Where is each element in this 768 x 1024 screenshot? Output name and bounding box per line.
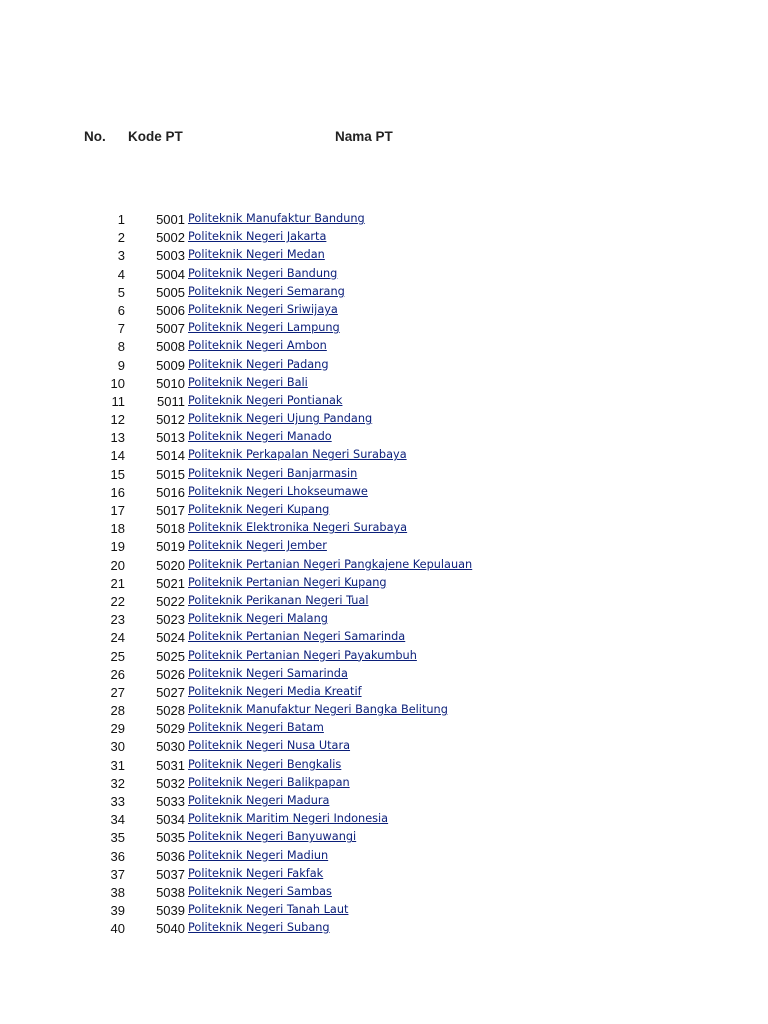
table-row [0,901,768,919]
table-row [0,574,768,592]
table-row [0,919,768,937]
nama-pt-link[interactable]: Politeknik Negeri Banyuwangi [188,830,357,844]
row-number: 12 [110,412,125,428]
row-number: 1 [117,212,125,227]
row-number: 38 [110,884,125,900]
row-number: 3 [117,248,125,264]
header-kode-pt: Kode PT [128,129,183,144]
kode-pt: 5037 [156,866,185,882]
kode-pt: 5023 [156,612,185,628]
row-number: 9 [117,357,125,373]
nama-pt-link[interactable]: Politeknik Elektronika Negeri Surabaya [188,521,408,535]
kode-pt: 5024 [156,630,185,646]
table-row [0,719,768,737]
nama-pt-link[interactable]: Politeknik Negeri Pontianak [188,393,343,407]
nama-pt-link[interactable]: Politeknik Manufaktur Negeri Bangka Belitung [188,703,448,717]
kode-pt: 5026 [156,666,185,682]
kode-pt: 5011 [157,393,185,409]
kode-pt: 5004 [156,266,185,282]
kode-pt: 5019 [156,539,185,555]
table-row [0,465,768,483]
row-number: 10 [110,375,125,391]
row-number: 2 [117,230,125,246]
table-row [0,283,768,301]
kode-pt: 5005 [156,284,185,300]
kode-pt: 5017 [156,503,185,518]
table-row [0,610,768,628]
row-number: 31 [110,757,125,773]
kode-pt: 5014 [156,448,185,464]
row-number: 15 [110,466,125,482]
nama-pt-link[interactable]: Politeknik Negeri Malang [188,612,328,626]
table-row [0,628,768,646]
table-row [0,847,768,865]
kode-pt: 5015 [156,466,185,482]
kode-pt: 5007 [156,321,185,337]
row-number: 40 [110,921,125,937]
nama-pt-link[interactable]: Politeknik Negeri Lampung [188,321,340,335]
table-row [0,301,768,319]
kode-pt: 5021 [156,575,185,591]
nama-pt-link[interactable]: Politeknik Maritim Negeri Indonesia [188,812,389,826]
table-row [0,265,768,283]
table-row [0,356,768,374]
table-row [0,865,768,883]
nama-pt-link[interactable]: Politeknik Negeri Batam [188,721,324,735]
table-row [0,537,768,555]
table-row [0,519,768,537]
header-nama-pt: Nama PT [335,129,393,144]
row-number: 25 [110,648,125,664]
nama-pt-link[interactable]: Politeknik Manufaktur Bandung [188,212,365,225]
table-row [0,792,768,810]
row-number: 30 [110,739,125,755]
nama-pt-link[interactable]: Politeknik Negeri Semarang [188,284,345,298]
nama-pt-link[interactable]: Politeknik Negeri Jember [188,539,327,553]
nama-pt-link[interactable]: Politeknik Negeri Bengkalis [188,757,342,771]
nama-pt-link[interactable]: Politeknik Negeri Madura [188,794,330,807]
kode-pt: 5040 [156,921,185,937]
table-row [0,446,768,464]
table-row [0,883,768,901]
kode-pt: 5030 [156,739,185,755]
nama-pt-link[interactable]: Politeknik Negeri Balikpapan [188,775,350,789]
table-row [0,774,768,792]
table-row [0,210,768,228]
row-number: 28 [110,703,125,719]
kode-pt: 5028 [156,703,185,719]
nama-pt-link[interactable]: Politeknik Negeri Madiun [188,848,329,862]
kode-pt: 5008 [156,339,185,355]
row-number: 11 [111,393,125,409]
nama-pt-link[interactable]: Politeknik Negeri Samarinda [188,666,348,680]
row-number: 5 [117,284,125,300]
table-row [0,828,768,846]
nama-pt-link[interactable]: Politeknik Negeri Subang [188,921,330,935]
kode-pt: 5003 [156,248,185,264]
kode-pt: 5010 [156,375,185,391]
nama-pt-link[interactable]: Politeknik Negeri Jakarta [188,230,327,244]
row-number: 27 [110,684,125,700]
row-number: 33 [110,794,125,809]
kode-pt: 5006 [156,302,185,318]
table-row [0,665,768,683]
row-number: 21 [110,575,125,591]
kode-pt: 5020 [156,557,185,573]
row-number: 32 [110,775,125,791]
row-number: 16 [110,484,125,500]
nama-pt-link[interactable]: Politeknik Perkapalan Negeri Surabaya [188,448,407,462]
kode-pt: 5029 [156,721,185,737]
header-no: No. [84,129,106,144]
row-number: 26 [110,666,125,682]
nama-pt-link[interactable]: Politeknik Pertanian Negeri Pangkajene Kepulauan [188,557,473,571]
nama-pt-link[interactable]: Politeknik Negeri Kupang [188,503,330,516]
row-number: 20 [110,557,125,573]
row-number: 34 [110,812,125,828]
nama-pt-link[interactable]: Politeknik Perikanan Negeri Tual [188,593,369,607]
nama-pt-link[interactable]: Politeknik Negeri Ambon [188,339,327,353]
kode-pt: 5034 [156,812,185,828]
row-number: 8 [117,339,125,355]
nama-pt-link[interactable]: Politeknik Negeri Nusa Utara [188,739,351,753]
nama-pt-link[interactable]: Politeknik Negeri Tanah Laut [188,903,349,917]
table-row [0,337,768,355]
row-number: 22 [110,593,125,609]
table-row [0,483,768,501]
row-number: 37 [110,866,125,882]
kode-pt: 5001 [156,212,185,227]
kode-pt: 5016 [156,484,185,500]
nama-pt-link[interactable]: Politeknik Negeri Bandung [188,266,338,280]
table-row [0,683,768,701]
nama-pt-link[interactable]: Politeknik Negeri Bali [188,375,308,389]
table-row [0,228,768,246]
kode-pt: 5013 [156,430,185,446]
kode-pt: 5018 [156,521,185,537]
kode-pt: 5022 [156,593,185,609]
table-row [0,392,768,410]
nama-pt-link[interactable]: Politeknik Negeri Manado [188,430,332,444]
row-number: 29 [110,721,125,737]
table-row [0,756,768,774]
nama-pt-link[interactable]: Politeknik Negeri Padang [188,357,329,371]
table-header [0,129,768,147]
table-body [0,210,768,938]
row-number: 36 [110,848,125,864]
kode-pt: 5009 [156,357,185,373]
row-number: 19 [110,539,125,555]
kode-pt: 5033 [156,794,185,809]
nama-pt-link[interactable]: Politeknik Pertanian Negeri Samarinda [188,630,406,644]
table-row [0,501,768,519]
row-number: 4 [117,266,125,282]
nama-pt-link[interactable]: Politeknik Negeri Lhokseumawe [188,484,368,498]
nama-pt-link[interactable]: Politeknik Negeri Banjarmasin [188,466,358,480]
table-row [0,374,768,392]
row-number: 17 [110,503,125,518]
table-row [0,701,768,719]
row-number: 14 [110,448,125,464]
table-row [0,428,768,446]
row-number: 6 [117,302,125,318]
kode-pt: 5038 [156,884,185,900]
row-number: 7 [117,321,125,337]
kode-pt: 5027 [156,684,185,700]
table-row [0,647,768,665]
row-number: 39 [110,903,125,919]
nama-pt-link[interactable]: Politeknik Pertanian Negeri Kupang [188,575,387,589]
nama-pt-link[interactable]: Politeknik Negeri Fakfak [188,866,324,880]
nama-pt-link[interactable]: Politeknik Negeri Media Kreatif [188,684,362,698]
row-number: 24 [110,630,125,646]
table-row [0,246,768,264]
kode-pt: 5036 [156,848,185,864]
table-row [0,410,768,428]
nama-pt-link[interactable]: Politeknik Negeri Ujung Pandang [188,412,373,426]
row-number: 18 [110,521,125,537]
table-row [0,810,768,828]
kode-pt: 5035 [156,830,185,846]
row-number: 13 [110,430,125,446]
kode-pt: 5031 [156,757,185,773]
table-row [0,319,768,337]
kode-pt: 5012 [156,412,185,428]
kode-pt: 5039 [156,903,185,919]
nama-pt-link[interactable]: Politeknik Negeri Sambas [188,884,332,898]
row-number: 35 [110,830,125,846]
nama-pt-link[interactable]: Politeknik Negeri Medan [188,248,325,262]
table-row [0,737,768,755]
nama-pt-link[interactable]: Politeknik Negeri Sriwijaya [188,302,338,316]
nama-pt-link[interactable]: Politeknik Pertanian Negeri Payakumbuh [188,648,417,662]
kode-pt: 5025 [156,648,185,664]
table-row [0,556,768,574]
table-row [0,592,768,610]
kode-pt: 5032 [156,775,185,791]
row-number: 23 [110,612,125,628]
kode-pt: 5002 [156,230,185,246]
